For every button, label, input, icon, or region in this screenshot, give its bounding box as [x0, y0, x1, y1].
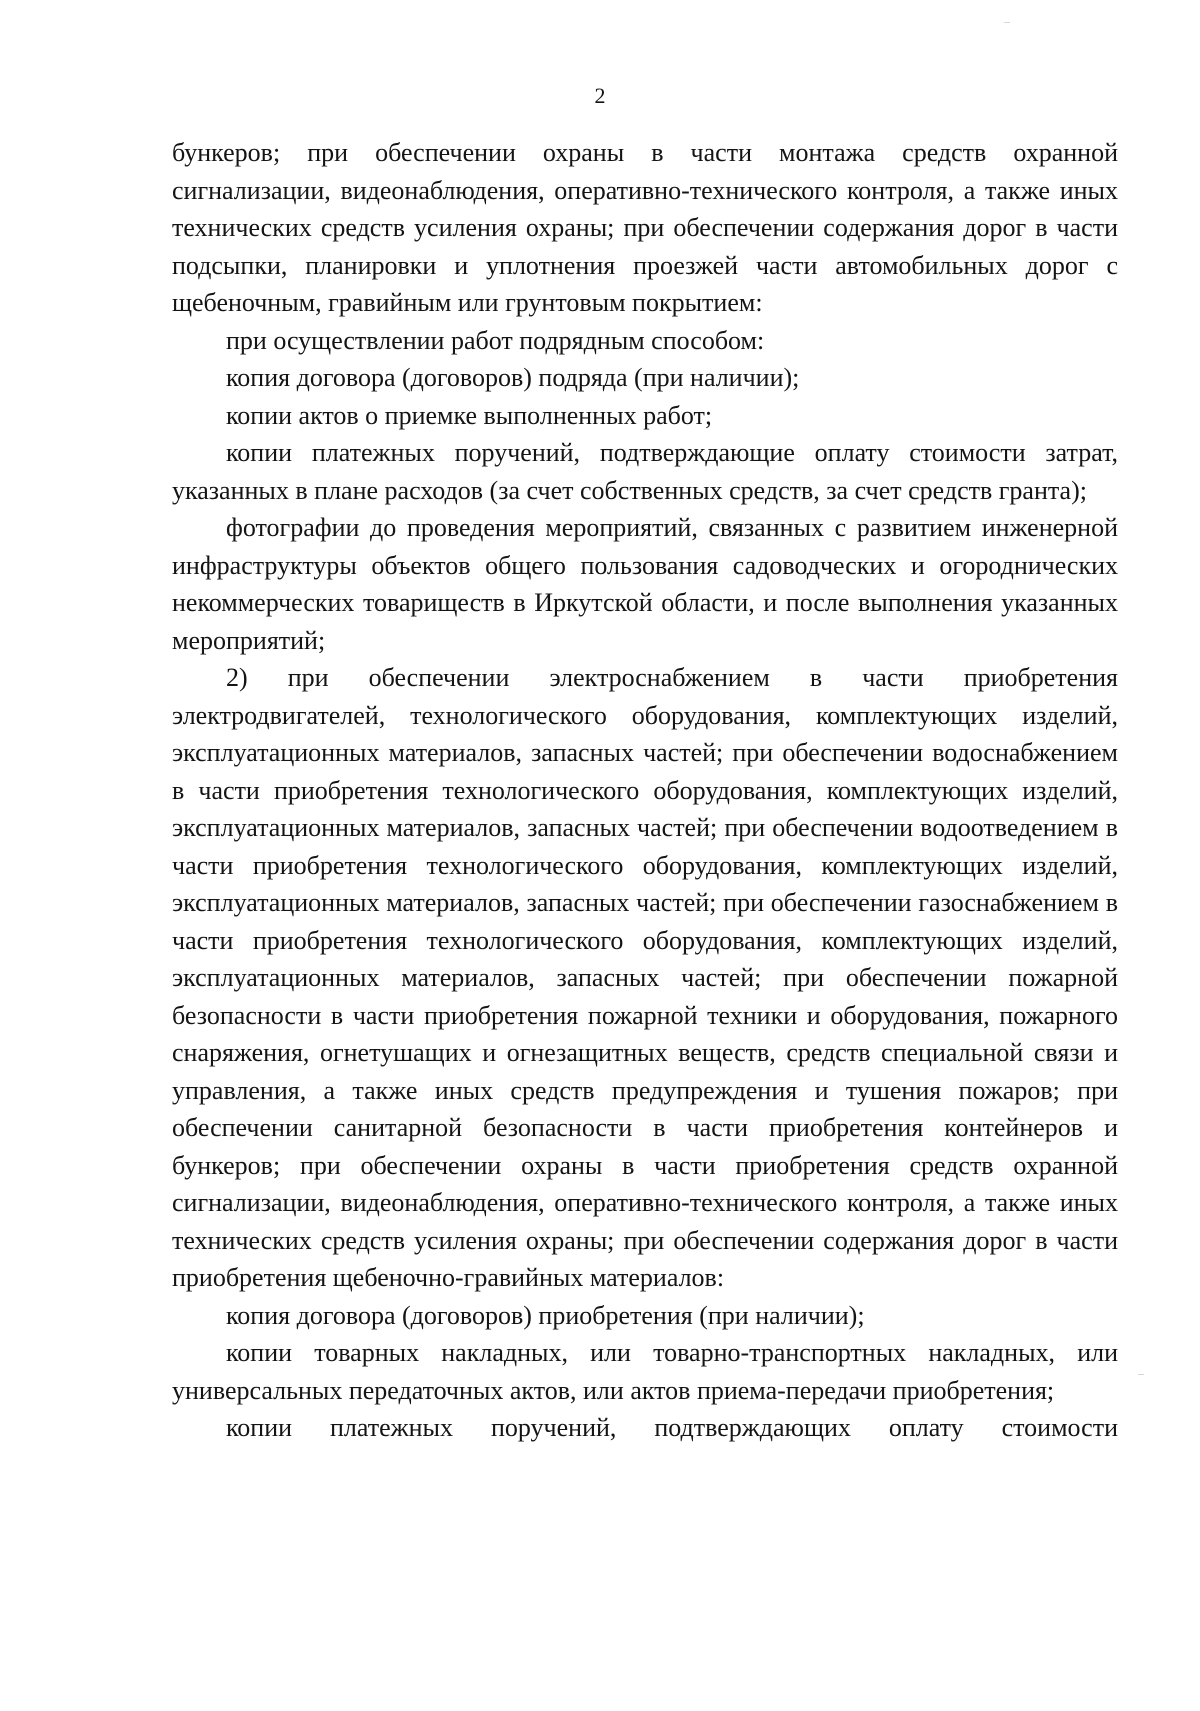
- paragraph-purchase-contract: копия договора (договоров) приобретения (при наличии);: [226, 1300, 865, 1330]
- paragraph-item-2: 2) при обеспечении электроснабжением в части приобретения электродвигателей, технологического оборудования, комплектующих изделий, эксплуатационных материалов, запасных частей; при обеспечении водоснабжением в части приобретения технологического оборудования, комплектующих изделий, эксплуатационных материалов, запасных частей; при обеспечении водоотведением в части приобретения технологического оборудования, комплектующих изделий, эксплуатационных материалов, запасных частей; при обеспечении газоснабжением в части приобретения технологического оборудования, комплектующих изделий, эксплуатационных материалов, запасных частей; при обеспечении пожарной безопасности в части приобретения пожарной техники и оборудования, пожарного снаряжения, огнетушащих и огнезащитных веществ, средств специальной связи и управления, а также иных средств предупреждения и тушения пожаров; при обеспечении санитарной безопасности в части приобретения контейнеров и бункеров; при обеспечении охраны в части приобретения средств охранной сигнализации, видеонаблюдения, оперативно-технического контроля, а также иных технических средств усиления охраны; при обеспечении содержания дорог в части приобретения щебеночно-гравийных материалов:: [172, 663, 1118, 1292]
- page-number: 2: [594, 83, 606, 108]
- paragraph-photographs: фотографии до проведения мероприятий, связанных с развитием инженерной инфраструктуры объектов общего пользования садоводческих и огороднических некоммерческих товариществ в Иркутской области, и после выполнения указанных мероприятий;: [172, 513, 1118, 655]
- paragraph-continuation: бункеров; при обеспечении охраны в части монтажа средств охранной сигнализации, видеонаблюдения, оперативно-технического контроля, а также иных технических средств усиления охраны; при обеспечении содержания дорог в части подсыпки, планировки и уплотнения проезжей части автомобильных дорог с щебеночным, гравийным или грунтовым покрытием:: [172, 138, 1118, 317]
- paragraph-payment-orders: копии платежных поручений, подтверждающие оплату стоимости затрат, указанных в плане расходов (за счет собственных средств, за счет средств гранта);: [172, 438, 1118, 505]
- scan-artifact: [1138, 1374, 1144, 1375]
- paragraph-payment-orders-2: копии платежных поручений, подтверждающих оплату стоимости: [226, 1413, 1118, 1442]
- scan-artifact: [1004, 22, 1010, 23]
- paragraph-contract-method: при осуществлении работ подрядным способом:: [226, 325, 765, 355]
- paragraph-acceptance-acts: копии актов о приемке выполненных работ;: [226, 400, 713, 430]
- paragraph-invoices: копии товарных накладных, или товарно-транспортных накладных, или универсальных передаточных актов, или актов приема-передачи приобретения;: [172, 1338, 1118, 1405]
- document-body: [172, 134, 1118, 1447]
- paragraph-contract-copy: копия договора (договоров) подряда (при наличии);: [226, 363, 800, 392]
